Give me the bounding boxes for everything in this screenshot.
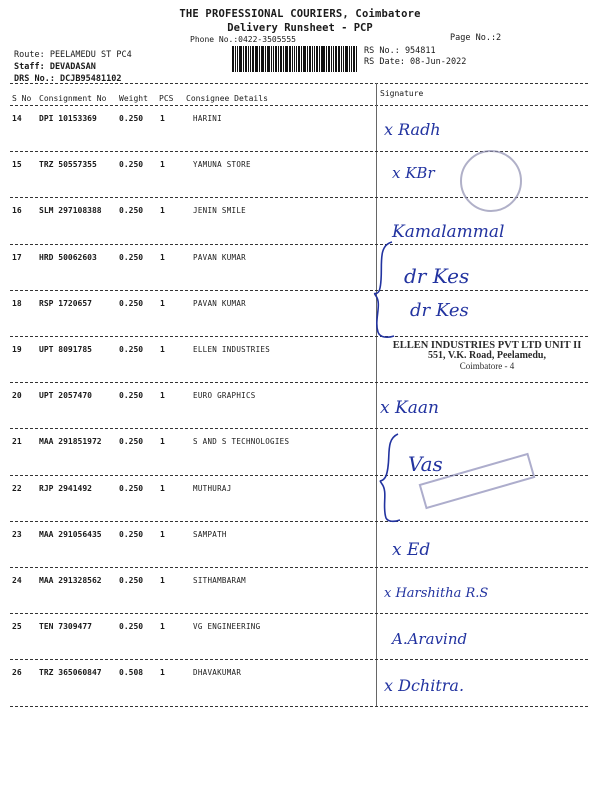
cell-pcs: 1: [160, 483, 165, 493]
cell-pcs: 1: [160, 160, 165, 170]
cell-weight: 0.250: [119, 298, 144, 308]
row-divider: [10, 659, 588, 660]
signature-row-15: x KBr: [392, 164, 435, 182]
col-header-weight: Weight: [119, 94, 148, 103]
cell-consignee: MUTHURAJ: [193, 483, 232, 493]
signature-row-18: dr Kes: [410, 300, 469, 321]
cell-consignee: SITHAMBARAM: [193, 576, 246, 585]
cell-weight: 0.250: [119, 529, 144, 539]
cell-sno: 20: [12, 391, 22, 401]
row-divider: [10, 706, 588, 707]
round-stamp: [460, 150, 522, 212]
cell-consignment: TEN 7309477: [39, 622, 92, 632]
stamp-line-1: ELLEN INDUSTRIES PVT LTD UNIT II: [392, 340, 582, 351]
signature-brace-21-22: [376, 432, 406, 524]
cell-sno: 21: [12, 437, 22, 447]
row-divider: [10, 336, 588, 337]
cell-sno: 18: [12, 298, 22, 308]
row-divider: [10, 613, 588, 614]
rs-date: RS Date: 08-Jun-2022: [364, 57, 467, 67]
stamp-line-3: Coimbatore - 4: [459, 360, 515, 371]
cell-weight: 0.250: [119, 206, 144, 216]
cell-consignee: S AND S TECHNOLOGIES: [193, 437, 290, 447]
cell-consignee: SAMPATH: [193, 529, 227, 539]
cell-consignee: YAMUNA STORE: [193, 160, 251, 170]
cell-consignment: DPI 10153369: [39, 114, 97, 123]
drs-number: DRS No.: DCJB95481102: [14, 74, 122, 84]
signature-row-25: A.Aravind: [392, 630, 468, 648]
phone-number: Phone No.:0422-3505555: [190, 35, 296, 44]
route-label: Route: PEELAMEDU ST PC4: [14, 50, 132, 60]
cell-sno: 16: [12, 206, 22, 216]
cell-consignee: HARINI: [193, 114, 222, 123]
cell-pcs: 1: [160, 668, 165, 678]
cell-consignee: DHAVAKUMAR: [193, 668, 242, 678]
cell-consignee: EURO GRAPHICS: [193, 391, 256, 401]
cell-weight: 0.250: [119, 437, 144, 447]
cell-weight: 0.250: [119, 622, 144, 632]
cell-consignee: JENIN SMILE: [193, 206, 246, 216]
barcode: [232, 46, 358, 72]
cell-consignee: VG ENGINEERING: [193, 622, 261, 632]
cell-consignee: PAVAN KUMAR: [193, 298, 246, 308]
cell-weight: 0.250: [119, 391, 144, 401]
col-header-pcs: PCS: [159, 94, 174, 103]
cell-consignment: HRD 50062603: [39, 252, 97, 262]
cell-pcs: 1: [160, 114, 165, 123]
rs-number: RS No.: 954811: [364, 46, 436, 56]
cell-consignment: TRZ 365060847: [39, 668, 102, 678]
header-rule: [10, 83, 588, 84]
cell-sno: 19: [12, 345, 22, 354]
cell-weight: 0.250: [119, 345, 144, 354]
cell-consignment: SLM 297108388: [39, 206, 102, 216]
cell-weight: 0.508: [119, 668, 144, 678]
page-number: Page No.:2: [450, 33, 502, 43]
cell-pcs: 1: [160, 298, 165, 308]
cell-consignment: MAA 291851972: [39, 437, 102, 447]
cell-weight: 0.250: [119, 160, 144, 170]
col-header-signature: Signature: [380, 89, 424, 98]
signature-row-14: x Radh: [384, 120, 441, 139]
signature-row-20: x Kaan: [380, 398, 439, 418]
cell-consignment: RSP 1720657: [39, 298, 92, 308]
cell-consignee: PAVAN KUMAR: [193, 252, 246, 262]
cell-pcs: 1: [160, 206, 165, 216]
col-header-consignee: Consignee Details: [186, 94, 268, 103]
row-divider: [10, 521, 588, 522]
cell-sno: 23: [12, 529, 22, 539]
cell-sno: 25: [12, 622, 22, 632]
cell-consignment: MAA 291056435: [39, 529, 102, 539]
cell-pcs: 1: [160, 622, 165, 632]
row-divider: [10, 382, 588, 383]
cell-sno: 24: [12, 576, 22, 585]
cell-pcs: 1: [160, 576, 165, 585]
cell-sno: 15: [12, 160, 22, 170]
cell-weight: 0.250: [119, 483, 144, 493]
signature-row-24: x Harshitha R.S: [384, 586, 489, 601]
column-header-rule: [10, 105, 588, 106]
row-divider: [10, 290, 588, 291]
cell-consignment: RJP 2941492: [39, 483, 92, 493]
signature-row-23: x Ed: [392, 540, 431, 560]
signature-row-17: dr Kes: [404, 264, 470, 288]
col-header-consignment: Consignment No: [39, 94, 107, 103]
cell-sno: 14: [12, 114, 22, 123]
company-stamp: [378, 340, 596, 371]
col-header-sno: S No: [12, 94, 32, 103]
row-divider: [10, 244, 588, 245]
cell-sno: 26: [12, 668, 22, 678]
cell-weight: 0.250: [119, 114, 144, 123]
cell-consignee: ELLEN INDUSTRIES: [193, 345, 271, 354]
cell-weight: 0.250: [119, 252, 144, 262]
signature-row-16: Kamalammal: [392, 222, 505, 242]
cell-consignment: TRZ 50557355: [39, 160, 97, 170]
cell-consignment: MAA 291328562: [39, 576, 102, 585]
cell-pcs: 1: [160, 252, 165, 262]
company-title: THE PROFESSIONAL COURIERS, Coimbatore: [179, 8, 421, 20]
cell-consignment: UPT 8091785: [39, 345, 92, 354]
runsheet-subtitle: Delivery Runsheet - PCP: [227, 22, 373, 34]
cell-weight: 0.250: [119, 576, 144, 585]
cell-sno: 17: [12, 252, 22, 262]
row-divider: [10, 428, 588, 429]
cell-pcs: 1: [160, 345, 165, 354]
cell-sno: 22: [12, 483, 22, 493]
staff-label: Staff: DEVADASAN: [14, 62, 96, 72]
signature-row-21: Vas: [408, 452, 443, 476]
cell-pcs: 1: [160, 437, 165, 447]
cell-pcs: 1: [160, 529, 165, 539]
row-divider: [10, 567, 588, 568]
signature-row-26: x Dchitra.: [384, 676, 465, 695]
stamp-line-2: 551, V.K. Road, Peelamedu,: [428, 350, 546, 362]
cell-pcs: 1: [160, 391, 165, 401]
signature-brace-17-18: [370, 240, 400, 340]
cell-consignment: UPT 2057470: [39, 391, 92, 401]
